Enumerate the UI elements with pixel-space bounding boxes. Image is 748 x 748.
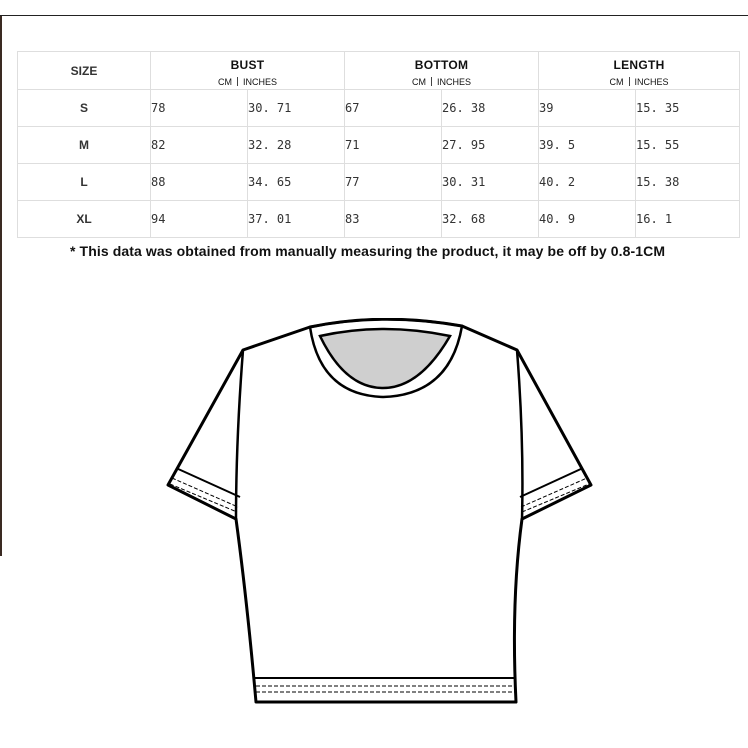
- bust-cm-cell: 88: [151, 164, 248, 201]
- bust-cm-label: CM: [218, 77, 232, 87]
- size-cell: L: [18, 164, 151, 201]
- measurement-note: * This data was obtained from manually measuring the product, it may be off by 0.8-1CM: [70, 243, 666, 259]
- length-in-cell: 15. 38: [636, 164, 740, 201]
- table-header-row: [18, 52, 740, 90]
- bottom-in-cell: 26. 38: [442, 90, 539, 127]
- bottom-cm-label: CM: [412, 77, 427, 87]
- bust-title: BUST: [230, 58, 265, 72]
- bust-header: [151, 52, 345, 90]
- bust-inches-label: INCHES: [243, 77, 278, 87]
- bottom-inches-label: INCHES: [437, 77, 472, 87]
- bottom-in-cell: 30. 31: [442, 164, 539, 201]
- bust-in-cell: 37. 01: [248, 201, 345, 238]
- length-cm-cell: 40. 2: [539, 164, 636, 201]
- length-in-cell: 15. 55: [636, 127, 740, 164]
- size-cell: S: [18, 90, 151, 127]
- bust-in-cell: 32. 28: [248, 127, 345, 164]
- size-header: SIZE: [18, 52, 151, 90]
- table-row: [18, 90, 740, 127]
- length-title: LENGTH: [613, 58, 665, 72]
- length-cm-cell: 39: [539, 90, 636, 127]
- length-header: [539, 52, 740, 90]
- bottom-header: [345, 52, 539, 90]
- bottom-cm-cell: 71: [345, 127, 442, 164]
- bottom-cm-cell: 67: [345, 90, 442, 127]
- bottom-title: BOTTOM: [414, 58, 469, 72]
- bust-cm-cell: 78: [151, 90, 248, 127]
- table-row: [18, 127, 740, 164]
- tshirt-illustration: [160, 318, 600, 708]
- length-cm-cell: 40. 9: [539, 201, 636, 238]
- bust-in-cell: 30. 71: [248, 90, 345, 127]
- length-cm-cell: 39. 5: [539, 127, 636, 164]
- table-row: [18, 164, 740, 201]
- length-cm-label: CM: [609, 77, 624, 87]
- size-chart-table: [17, 51, 740, 238]
- length-in-cell: 15. 35: [636, 90, 740, 127]
- top-divider: [0, 15, 748, 16]
- bust-cm-cell: 94: [151, 201, 248, 238]
- bust-in-cell: 34. 65: [248, 164, 345, 201]
- bust-cm-cell: 82: [151, 127, 248, 164]
- bottom-in-cell: 27. 95: [442, 127, 539, 164]
- left-edge-strip: [0, 16, 2, 556]
- bottom-in-cell: 32. 68: [442, 201, 539, 238]
- table-row: [18, 201, 740, 238]
- bottom-cm-cell: 83: [345, 201, 442, 238]
- size-cell: XL: [18, 201, 151, 238]
- bottom-cm-cell: 77: [345, 164, 442, 201]
- length-in-cell: 16. 1: [636, 201, 740, 238]
- size-cell: M: [18, 127, 151, 164]
- length-inches-label: INCHES: [634, 77, 669, 87]
